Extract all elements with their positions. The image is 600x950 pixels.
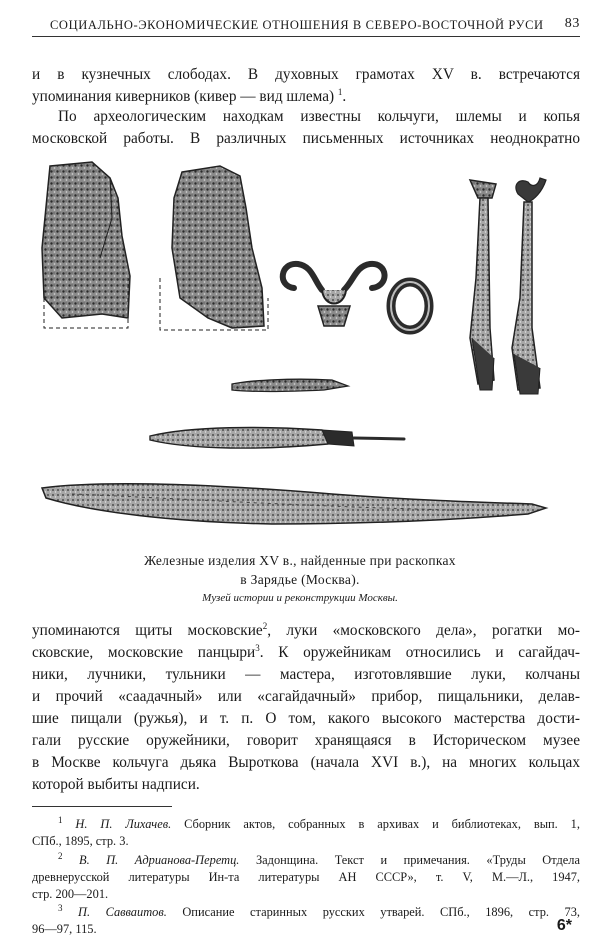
footnote-1: $^1$ Н. П. Лихачев. Сборник актов, собранных в архивах и библиотеках, вып. 1, СПб., 1895, стр. 3. <box>32 814 580 848</box>
knife-with-tang <box>150 428 404 449</box>
iron-artifacts-figure <box>32 158 572 558</box>
running-head <box>32 14 580 37</box>
text-line: гали русские оружейники, говорит хранящаяся в Историческом музее <box>32 732 580 749</box>
iron-tool-right <box>512 178 546 394</box>
figure-source: Музей истории и реконструкции Москвы. <box>202 592 398 604</box>
text-line: в Москве кольчуга дьяка Выроткова (начала XVI в.), на многих кольцах <box>32 754 580 771</box>
text-line: По археологическим находкам известны кольчуги, шлемы и копья <box>58 108 580 125</box>
figure-caption: Железные изделия XV в., найденные при раскопках <box>144 553 456 568</box>
text-line: ники, лучники, тульники — мастера, изготовлявшие луки, колчаны <box>32 666 580 683</box>
text-line: и прочий «саадачный» или «сагайдачный» прибор, пищальники, делав- <box>32 688 580 705</box>
running-head-title: СОЦИАЛЬНО-ЭКОНОМИЧЕСКИЕ ОТНОШЕНИЯ В СЕВЕРО-ВОСТОЧНОЙ РУСИ <box>50 18 544 32</box>
page-number: 83 <box>564 16 580 31</box>
footnote-number: 3 <box>58 902 63 913</box>
text-line: шие пищали (ружья), и т. п. О том, какого высокого мастерства дости- <box>32 710 580 727</box>
text-line: московской работы. В различных письменных источниках неоднократно <box>32 130 580 147</box>
paragraph-2 <box>32 106 580 150</box>
footnote-divider <box>32 806 172 807</box>
small-knife <box>232 379 348 391</box>
text-line: упоминания киверников (кивер — вид шлема) $^1$. <box>32 86 347 105</box>
footnote-3: $^3$ П. Савваитов. Описание старинных русских утварей. СПб., 1896, стр. 73, 96—97, 115. <box>32 902 581 936</box>
figure-caption-line2: в Зарядье (Москва). <box>240 572 360 587</box>
axe-head-left <box>42 162 130 328</box>
footnote-author: Н. П. Лихачев. <box>75 817 172 831</box>
footnote-number: 1 <box>58 814 63 825</box>
footnote-author: В. П. Адрианова-Перетц. <box>79 853 240 867</box>
paragraph-3 <box>32 620 580 796</box>
footnote-ref[interactable]: 3 <box>255 642 260 653</box>
paragraph-1 <box>32 64 580 108</box>
axe-head-right <box>160 166 268 330</box>
long-blade <box>42 484 546 524</box>
text-line: и в кузнечных слободах. В духовных грамотах XV в. встречаются <box>32 66 580 83</box>
text-line: сковские, московские панцыри$^3$. К оружейникам относились и сагайдач- <box>32 642 580 661</box>
text-line: которой выбиты надписи. <box>32 776 200 793</box>
footnote-ref[interactable]: 1 <box>337 86 343 97</box>
footnote-number: 2 <box>58 850 63 861</box>
printers-signature: 6* <box>556 917 572 934</box>
horned-buckle <box>283 264 385 326</box>
footnote-ref[interactable]: 2 <box>262 620 268 631</box>
footnote-2: $^2$ В. П. Адрианова-Перетц. Задонщина. Текст и примечания. «Труды Отдела древнерусской литературы Ин-та литературы АН СССР», т. V, М.—Л., 1947, стр. 200—201. <box>32 850 580 901</box>
iron-ring <box>391 282 429 330</box>
text-line: упоминаются щиты московские$^2$, луки «московского дела», рогатки мо- <box>32 620 580 639</box>
footnote-author: П. Савваитов. <box>78 905 167 919</box>
iron-tool-left <box>470 180 496 390</box>
